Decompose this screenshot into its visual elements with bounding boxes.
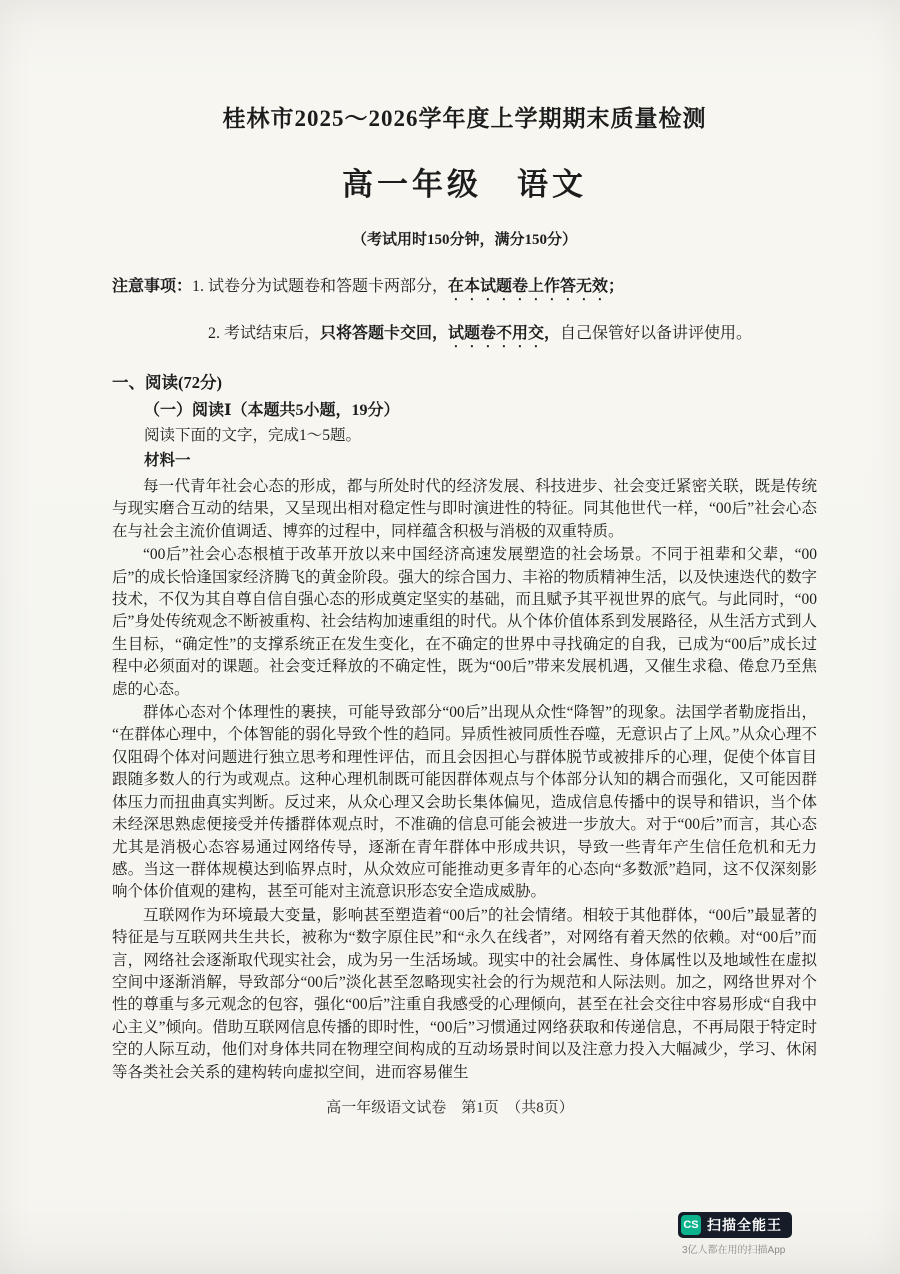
exam-duration-info: （考试用时150分钟，满分150分）	[351, 232, 577, 248]
scanner-watermark	[678, 1212, 868, 1256]
material-one-label: 材料一	[144, 452, 191, 469]
passage-paragraph: 互联网作为环境最大变量，影响甚至塑造着“00后”的社会情绪。相较于其他群体，“00后”最显著的特征是与互联网共生共长，被称为“数字原住民”和“永久在线者”，对网络有着天然的依赖。对“00后”而言，网络社会逐渐取代现实社会，成为另一生活场域。现实中的社会属性、身体属性以及地域性在虚拟空间中逐渐消解，导致部分“00后”淡化甚至忽略现实社会的行为规范和人际法则。加之，网络世界对个性的尊重与多元观念的包容，强化“00后”注重自我感受的心理倾向，甚至在社会交往中容易形成“自我中心主义”倾向。借助互联网信息传播的即时性，“00后”习惯通过网络获取和传递信息，不再局限于特定时空的人际互动，他们对身体共同在物理空间构成的互动场景时间以及注意力投入大幅减少，学习、休闲等各类社会关系的建构转向虚拟空间，进而容易催生	[112, 906, 817, 1081]
reading-passage	[112, 476, 817, 1084]
notice-line-1	[112, 275, 817, 304]
section-heading-reading: 一、阅读(72分)	[112, 373, 222, 392]
passage-paragraph: “00后”社会心态根植于改革开放以来中国经济高速发展塑造的社会场景。不同于祖辈和父辈，“00后”的成长恰逢国家经济腾飞的黄金阶段。强大的综合国力、丰裕的物质精神生活，以及快速迭代的数字技术，不仅为其自尊自信自强心态的形成奠定坚实的基础，而且赋予其平视世界的底气。与此同时，“00后”身处传统观念不断被重构、社会结构加速重组的时代。从个体价值体系到发展路径，从生活方式到人生目标，“确定性”的支撑系统正在发生变化，在不确定的世界中寻找确定的自我，已成为“00后”成长过程中必须面对的课题。社会变迁释放的不确定性，既为“00后”带来发展机遇，又催生求稳、倦怠乃至焦虑的心态。	[112, 546, 817, 698]
exam-title: 桂林市2025～2026学年度上学期期末质量检测	[222, 106, 707, 131]
section-subheading-reading-1: （一）阅读Ⅰ（本题共5小题，19分）	[144, 402, 400, 419]
exam-subject-title: 高一年级 语文	[342, 167, 587, 202]
page-content	[112, 100, 817, 1085]
reading-instruction: 阅读下面的文字，完成1～5题。	[144, 427, 362, 444]
notice-1-text: 1. 试卷分为试题卷和答题卡两部分，	[192, 278, 449, 295]
scanner-app-logo-icon: CS	[681, 1215, 701, 1235]
notice-line-2	[112, 322, 817, 351]
notice-1-emphasis: 在本试题卷上作答无效；	[448, 278, 625, 295]
scanner-app-name: 扫描全能王	[707, 1217, 782, 1233]
notice-section	[112, 275, 817, 351]
notice-2-text: 2. 考试结束后，	[208, 325, 321, 342]
notice-2-suffix: 自己保管好以备讲评使用。	[560, 325, 753, 342]
page-footer: 高一年级语文试卷 第1页 （共8页）	[326, 1100, 574, 1116]
notice-2-bold: 只将答题卡交回，	[320, 325, 449, 342]
passage-paragraph: 每一代青年社会心态的形成，都与所处时代的经济发展、科技进步、社会变迁紧密关联，既是传统与现实磨合互动的结果，又呈现出相对稳定性与即时演进性的特征。同其他世代一样，“00后”社会心态在与社会主流价值调适、博弈的过程中，同样蕴含积极与消极的双重特质。	[112, 478, 817, 540]
notice-2-emphasis: 试题卷不用交，	[448, 325, 561, 342]
notice-label: 注意事项：	[112, 278, 193, 295]
scanner-app-tagline: 3亿人都在用的扫描App	[682, 1245, 786, 1256]
scanner-app-badge	[678, 1212, 792, 1238]
passage-paragraph: 群体心态对个体理性的裹挟，可能导致部分“00后”出现从众性“降智”的现象。法国学者勒庞指出，“在群体心理中，个体智能的弱化导致个性的趋同。异质性被同质性吞噬，无意识占了上风。”从众心理不仅阻碍个体对问题进行独立思考和理性评估，而且会因担心与群体脱节或被排斥的心理，促使个体盲目跟随多数人的行为或观点。这种心理机制既可能因群体观点与个体部分认知的耦合而强化，又可能因群体压力而扭曲真实判断。反过来，从众心理又会助长集体偏见，造成信息传播中的误导和错识，当个体未经深思熟虑便接受并传播群体观点时，不准确的信息可能会被进一步放大。对于“00后”而言，其心态尤其是消极心态容易通过网络传导，逐渐在青年群体中形成共识，导致一些青年产生信任危机和无力感。当这一群体规模达到临界点时，从众效应可能推动更多青年的心态向“多数派”趋同，这不仅深刻影响个体价值观的建构，甚至可能对主流意识形态安全造成威胁。	[112, 704, 817, 901]
